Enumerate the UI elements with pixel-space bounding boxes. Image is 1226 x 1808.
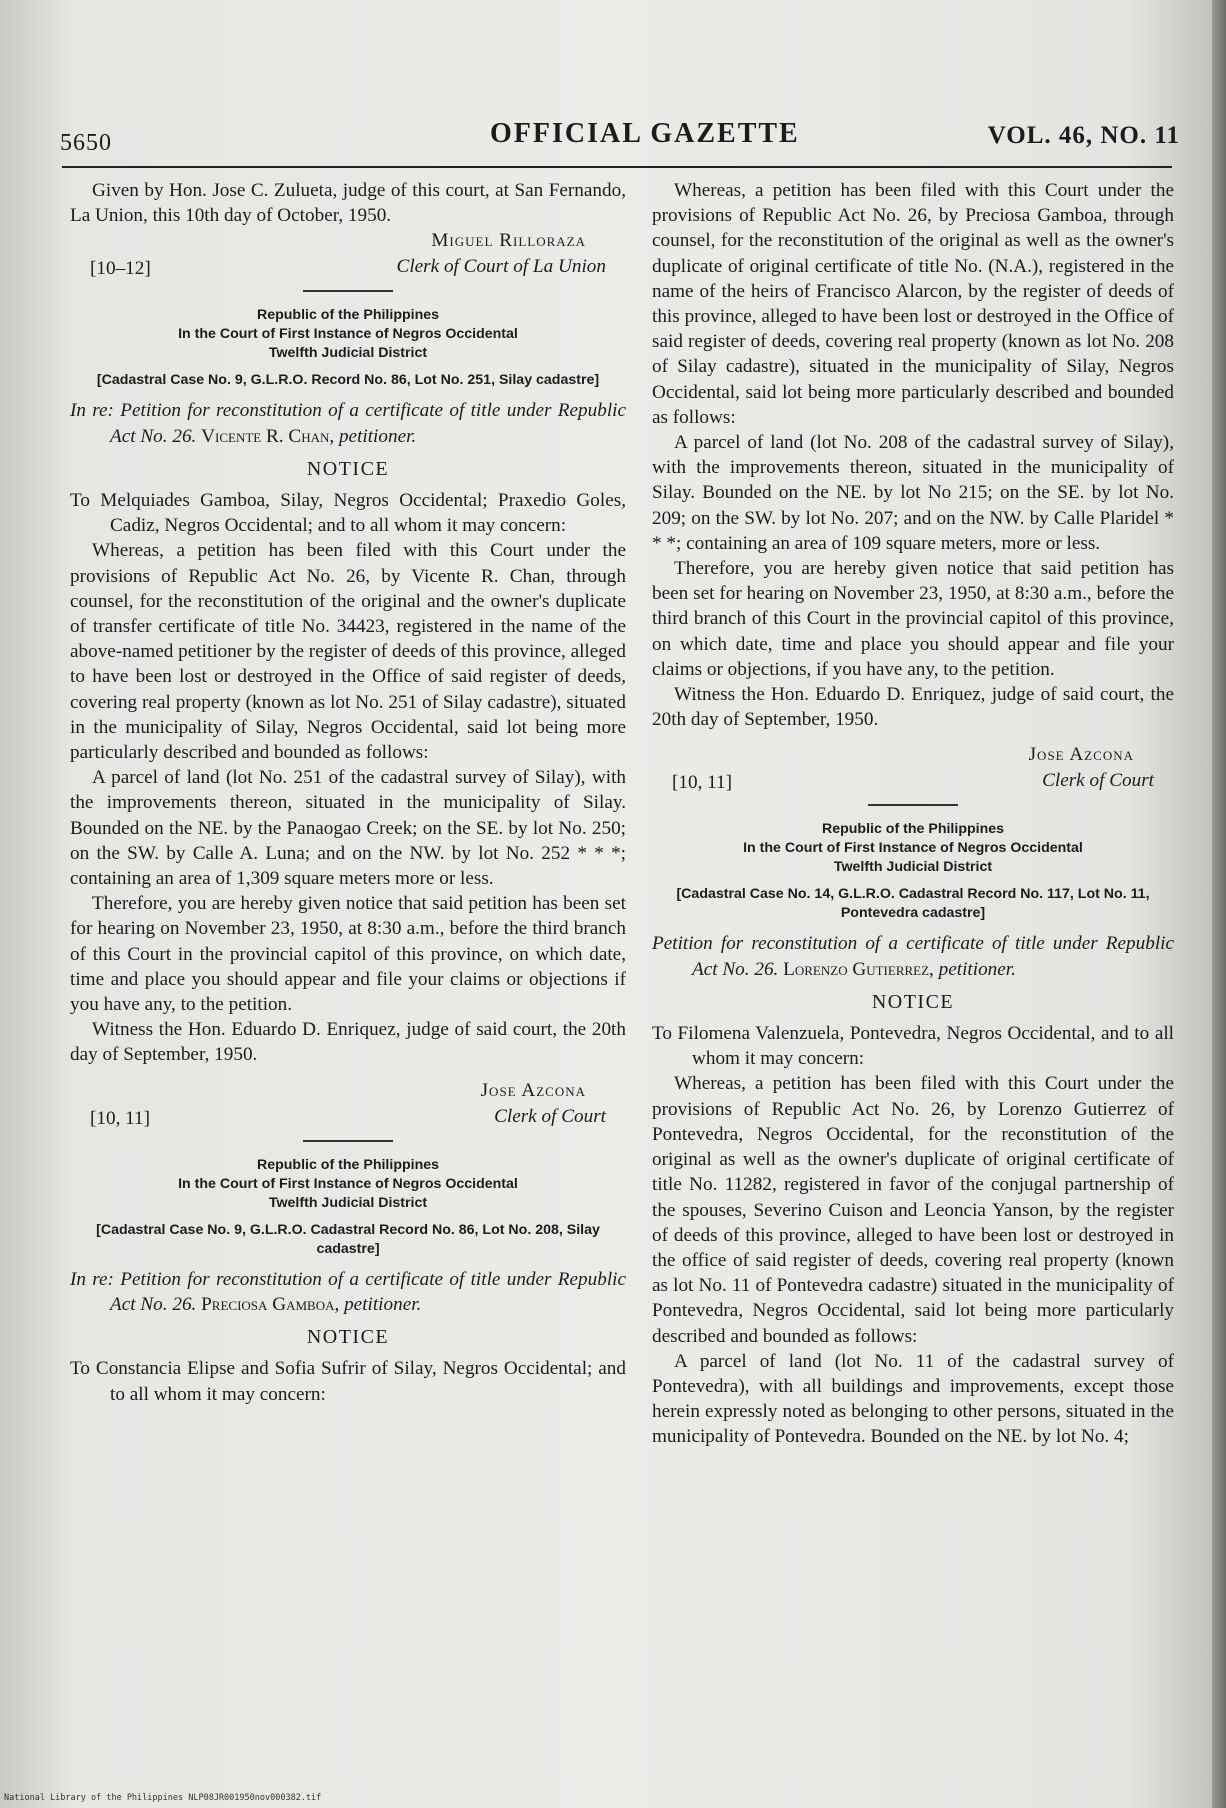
signature-block bbox=[70, 228, 626, 284]
signatory-name: Miguel Rilloraza bbox=[431, 230, 586, 252]
petitioner-role: petitioner. bbox=[344, 1293, 422, 1315]
witness-paragraph: Witness the Hon. Eduardo D. Enriquez, judge of said court, the 20th day of September, 1950. bbox=[652, 684, 1174, 731]
lot-description: A parcel of land (lot No. 11 of the cadastral survey of Pontevedra), with all buildings and improvements, except those herein expressly noted as belonging to other persons, situated in the municipality of Pontevedra. Bounded on the NE. by lot No. 4; bbox=[652, 1350, 1174, 1448]
page-number: 5650 bbox=[60, 130, 112, 156]
court-district: Twelfth Judicial District bbox=[268, 345, 428, 362]
given-clause: Given by Hon. Jose C. Zulueta, judge of this court, at San Fernando, La Union, this 10th day of October, 1950. bbox=[70, 180, 626, 227]
notice-paragraph: Whereas, a petition has been filed with this Court under the provisions of Republic Act No. 26, by Lorenzo Gutierrez of Pontevedra, Negros Occidental, for the reconstitution of the original as well as the owner's duplicate of original certificate of title No. 11282, registered in favor of the conjugal partnership of the spouses, Severino Cuison and Leoncia Yanson, by the register of deeds of this province, alleged to have been lost or destroyed in the office of said register of deeds, covering real property (known as lot No. 11 of Pontevedra cadastre) situated in the municipality of Pontevedra, Negros Occidental, said lot being more particularly described and bounded as follows: bbox=[652, 1073, 1174, 1347]
notice-addressees: To Constancia Elipse and Sofia Sufrir of Silay, Negros Occidental; and to all whom it may concern: bbox=[70, 1358, 626, 1405]
notice-heading: NOTICE bbox=[306, 457, 390, 480]
case-inre: In re: Petition for reconstitution of a certificate of title under Republic Act No. 26. bbox=[70, 1268, 626, 1315]
hearing-paragraph: Therefore, you are hereby given notice that said petition has been set for hearing on November 23, 1950, at 8:30 a.m., before the third branch of this Court in the provincial capitol of this province, on which date, time and place you should appear and file your claims or objections if you have any, to the petition. bbox=[70, 893, 626, 1016]
signature-block bbox=[652, 742, 1174, 798]
notice-paragraph: Whereas, a petition has been filed with this Court under the provisions of Republic Act No. 26, by Preciosa Gamboa, through counsel, for the reconstitution of the original as well as the owner's duplicate of original certificate of title No. (N.A.), registered in the name of the heirs of Francisco Alarcon, by the register of deeds of this province, alleged to have been lost or destroyed in the Office of said register of deeds, covering real property (known as lot No. 208 of Silay cadastre), situated in the municipality of Silay, Negros Occidental, said lot being more particularly described and bounded as follows: bbox=[652, 180, 1174, 428]
court-name: In the Court of First Instance of Negros Occidental bbox=[178, 326, 518, 343]
case-title bbox=[70, 398, 626, 448]
court-republic: Republic of the Philippines bbox=[821, 821, 1005, 838]
header-rule bbox=[62, 166, 1172, 168]
notice-addressees: To Melquiades Gamboa, Silay, Negros Occidental; Praxedio Goles, Cadiz, Negros Occidental; and to all whom it may concern: bbox=[70, 490, 626, 537]
petitioner-role: petitioner. bbox=[338, 425, 417, 447]
section-divider bbox=[303, 290, 393, 292]
petitioner-name: Vicente R. Chan, bbox=[201, 425, 335, 447]
hearing-paragraph: Therefore, you are hereby given notice that said petition has been set for hearing on November 23, 1950, at 8:30 a.m., before the third branch of this Court in the provincial capitol of this province, on which date, time and place you should appear and file your claims or objections, if you have any, to the petition. bbox=[652, 558, 1174, 680]
right-column bbox=[652, 178, 1174, 1450]
signatory-name: Jose Azcona bbox=[480, 1079, 586, 1101]
lot-description: A parcel of land (lot No. 251 of the cadastral survey of Silay), with the improvements thereon, situated in the municipality of Silay. Bounded on the NE. by the Panaogao Creek; on the SE. by lot No. 250; on the SW. by Calle A. Luna; and on the NW. by lot No. 252 * * *; containing an area of 1,309 square meters more or less. bbox=[70, 767, 626, 890]
witness-paragraph: Witness the Hon. Eduardo D. Enriquez, judge of said court, the 20th day of September, 1950. bbox=[70, 1019, 626, 1066]
court-name: In the Court of First Instance of Negros Occidental bbox=[178, 1175, 518, 1192]
court-republic: Republic of the Philippines bbox=[256, 1156, 440, 1173]
case-title bbox=[652, 931, 1174, 981]
court-republic: Republic of the Philippines bbox=[256, 307, 440, 324]
section-divider bbox=[868, 804, 958, 806]
case-caption: [Cadastral Case No. 9, G.L.R.O. Record No. 86, Lot No. 251, Silay cadastre] bbox=[96, 372, 600, 389]
signatory-title: Clerk of Court of La Union bbox=[396, 256, 606, 278]
case-caption: [Cadastral Case No. 14, G.L.R.O. Cadastral Record No. 117, Lot No. 11, Pontevedra cadastre] bbox=[676, 886, 1150, 922]
petitioner-name: Lorenzo Gutierrez, bbox=[783, 958, 934, 980]
signatory-title: Clerk of Court bbox=[1042, 770, 1154, 792]
case-inre: In re: Petition for reconstitution of a certificate of title under Republic Act No. 26. bbox=[70, 400, 626, 447]
signatory-title: Clerk of Court bbox=[494, 1105, 606, 1127]
issue-reference: [10, 11] bbox=[90, 1107, 151, 1129]
notice-addressees: To Filomena Valenzuela, Pontevedra, Negros Occidental, and to all whom it may concern: bbox=[652, 1023, 1174, 1070]
page-binding-edge bbox=[1212, 0, 1226, 1808]
case-inre: Petition for reconstitution of a certificate of title under Republic Act No. 26. bbox=[652, 933, 1174, 980]
signatory-name: Jose Azcona bbox=[1028, 744, 1134, 766]
scan-footer: National Library of the Philippines NLP08JR001950nov000382.tif bbox=[4, 1793, 322, 1803]
notice-paragraph: Whereas, a petition has been filed with this Court under the provisions of Republic Act No. 26, by Vicente R. Chan, through counsel, for the reconstitution of the original and the owner's duplicate of transfer certificate of title No. 34423, registered in the name of the above-named petitioner by the register of deeds of this province, alleged to have been lost or destroyed in the Office of said register of deeds, covering real property (known as lot No. 251 of Silay cadastre), situated in the municipality of Silay, Negros Occidental, said lot being more particularly described and bounded as follows: bbox=[70, 540, 626, 764]
petitioner-role: petitioner. bbox=[938, 958, 1016, 980]
case-title bbox=[70, 1267, 626, 1317]
notice-heading: NOTICE bbox=[306, 1326, 390, 1349]
issue-reference: [10, 11] bbox=[672, 772, 733, 794]
court-district: Twelfth Judicial District bbox=[833, 859, 993, 876]
left-column bbox=[70, 178, 626, 1407]
issue-reference: [10–12] bbox=[90, 258, 151, 280]
page-header bbox=[60, 112, 1180, 160]
notice-heading: NOTICE bbox=[871, 990, 955, 1013]
court-district: Twelfth Judicial District bbox=[268, 1194, 428, 1211]
section-divider bbox=[303, 1140, 393, 1142]
petitioner-name: Preciosa Gamboa, bbox=[201, 1293, 340, 1315]
volume-number: VOL. 46, NO. 11 bbox=[987, 122, 1180, 149]
lot-description: A parcel of land (lot No. 208 of the cadastral survey of Silay), with the improvements thereon, situated in the municipality of Silay. Bounded on the NE. by lot No 215; on the SE. by lot No. 209; on the SW. by lot No. 207; and on the NW. by Calle Plaridel * * *; containing an area of 109 square meters, more or less. bbox=[652, 432, 1174, 554]
case-caption: [Cadastral Case No. 9, G.L.R.O. Cadastral Record No. 86, Lot No. 208, Silay cadastre] bbox=[96, 1221, 600, 1257]
signature-block bbox=[70, 1078, 626, 1134]
court-name: In the Court of First Instance of Negros Occidental bbox=[743, 840, 1083, 857]
publication-title: OFFICIAL GAZETTE bbox=[490, 118, 800, 149]
